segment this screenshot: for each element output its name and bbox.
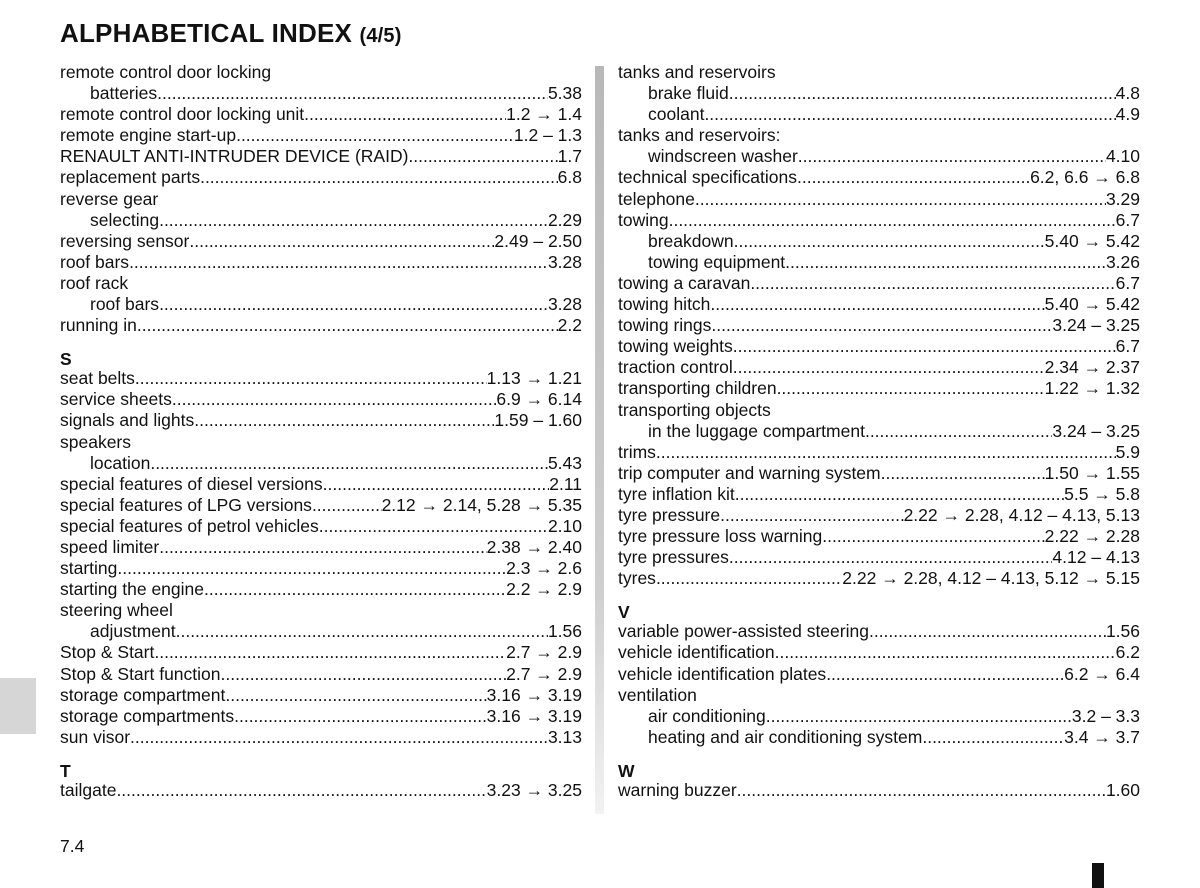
dot-leader: [319, 516, 548, 537]
index-entry: [60, 706, 582, 727]
index-entry: [60, 516, 582, 537]
index-left-column: [60, 62, 582, 801]
page-reference: 1.50 → 1.55: [1044, 462, 1140, 483]
column-divider: [595, 66, 604, 814]
page-reference: 2.2: [557, 315, 582, 336]
index-term: coolant: [648, 104, 705, 125]
index-term: breakdown: [648, 230, 734, 251]
page-reference: 2.22 → 2.28, 4.12 – 4.13, 5.13: [903, 504, 1140, 525]
page-title-part: (4/5): [359, 25, 402, 47]
index-entry: [618, 273, 1140, 294]
index-entry: [60, 558, 582, 579]
page-reference: 1.2 → 1.4: [506, 104, 582, 125]
page-reference: 3.28: [547, 251, 582, 272]
page-reference: 6.7: [1115, 336, 1140, 357]
index-term: location: [90, 452, 151, 473]
dot-leader: [157, 83, 548, 104]
index-parent-term: speakers: [60, 431, 132, 452]
page-reference: 4.8: [1115, 83, 1140, 104]
index-entry: [618, 442, 1140, 463]
dot-leader: [729, 83, 1116, 104]
index-sub-entry: [60, 453, 582, 474]
page-reference: 2.11: [549, 473, 582, 494]
section-tab-marker: [0, 678, 36, 734]
index-entry: [618, 189, 1140, 210]
index-parent-term: roof rack: [60, 272, 129, 293]
dot-leader: [704, 104, 1115, 125]
page-reference: 1.2 – 1.3: [513, 125, 582, 146]
dot-leader: [129, 252, 548, 273]
dot-leader: [750, 273, 1115, 294]
index-entry: [60, 368, 582, 389]
dot-leader: [159, 537, 486, 558]
index-entry: [618, 336, 1140, 357]
index-term: warning buzzer: [618, 779, 737, 800]
dot-leader: [150, 453, 548, 474]
index-term: tyre pressure loss warning: [618, 526, 823, 547]
page-reference: 4.9: [1115, 104, 1140, 125]
dot-leader: [236, 125, 514, 146]
index-term: towing equipment: [648, 251, 786, 272]
index-term: towing: [618, 209, 669, 230]
index-sub-entry: [60, 294, 582, 315]
index-entry: [618, 378, 1140, 399]
dot-leader: [117, 558, 506, 579]
index-term: special features of LPG versions: [60, 494, 312, 515]
dot-leader: [785, 252, 1106, 273]
index-entry: [618, 294, 1140, 315]
index-term: batteries: [90, 83, 158, 104]
page-reference: 3.26: [1105, 251, 1140, 272]
dot-leader: [130, 727, 548, 748]
dot-leader: [733, 357, 1045, 378]
section-letter-heading: W: [618, 760, 635, 781]
page-reference: 3.2 – 3.3: [1071, 705, 1140, 726]
page-title: [60, 18, 402, 49]
index-term: transporting children: [618, 378, 777, 399]
index-entry: [60, 495, 582, 516]
page-reference: 3.23 → 3.25: [486, 779, 582, 800]
index-term: starting the engine: [60, 579, 204, 600]
index-sub-entry: [60, 210, 582, 231]
dot-leader: [733, 336, 1116, 357]
page-reference: 2.29: [547, 209, 582, 230]
dot-leader: [695, 189, 1106, 210]
index-term: RENAULT ANTI-INTRUDER DEVICE (RAID): [60, 146, 409, 167]
dot-leader: [172, 389, 497, 410]
page-reference: 3.24 – 3.25: [1052, 315, 1140, 336]
index-term: windscreen washer: [648, 146, 798, 167]
dot-leader: [869, 621, 1106, 642]
index-term: vehicle identification plates: [618, 663, 827, 684]
dot-leader: [323, 474, 550, 495]
dot-leader: [656, 442, 1116, 463]
index-entry: [60, 146, 582, 167]
index-entry: [60, 579, 582, 600]
dot-leader: [735, 484, 1064, 505]
dot-leader: [221, 664, 507, 685]
page-reference: 2.22 → 2.28: [1044, 526, 1140, 547]
dot-leader: [777, 378, 1045, 399]
page-reference: 2.49 – 2.50: [494, 230, 582, 251]
index-sub-entry: [618, 252, 1140, 273]
dot-leader: [865, 421, 1052, 442]
index-term: heating and air conditioning system: [648, 726, 923, 747]
index-term: selecting: [90, 209, 160, 230]
index-term: reversing sensor: [60, 230, 190, 251]
index-parent-term: reverse gear: [60, 188, 159, 209]
index-entry: [60, 167, 582, 188]
page-reference: 4.12 – 4.13: [1052, 547, 1140, 568]
index-entry: [618, 621, 1140, 642]
index-sub-entry: [60, 621, 582, 642]
index-entry: [618, 357, 1140, 378]
page-reference: 5.43: [547, 452, 582, 473]
page-reference: 5.9: [1115, 441, 1140, 462]
dot-leader: [720, 505, 903, 526]
page-reference: 3.4 → 3.7: [1064, 726, 1140, 747]
index-entry: [60, 685, 582, 706]
page-reference: 2.3 → 2.6: [506, 558, 582, 579]
page-reference: 1.59 – 1.60: [494, 410, 582, 431]
index-term: seat belts: [60, 368, 135, 389]
index-sub-entry: [618, 727, 1140, 748]
index-term: towing rings: [618, 315, 712, 336]
dot-leader: [312, 495, 382, 516]
page-reference: 3.28: [547, 294, 582, 315]
index-entry: [60, 389, 582, 410]
page-reference: 5.38: [547, 83, 582, 104]
section-letter-heading: S: [60, 349, 72, 370]
page-reference: 2.34 → 2.37: [1044, 357, 1140, 378]
index-entry: [60, 252, 582, 273]
page-reference: 3.24 – 3.25: [1052, 420, 1140, 441]
dot-leader: [204, 579, 506, 600]
dot-leader: [766, 706, 1072, 727]
index-term: towing weights: [618, 336, 733, 357]
index-entry: [618, 484, 1140, 505]
dot-leader: [826, 664, 1064, 685]
index-entry: [60, 474, 582, 495]
index-term: Stop & Start function: [60, 663, 221, 684]
index-term: air conditioning: [648, 705, 766, 726]
dot-leader: [189, 231, 494, 252]
index-term: storage compartment: [60, 684, 226, 705]
dot-leader: [798, 146, 1106, 167]
index-parent-term: transporting objects: [618, 399, 771, 420]
page-reference: 6.8: [557, 167, 582, 188]
page-reference: 3.29: [1105, 188, 1140, 209]
index-term: special features of diesel versions: [60, 473, 323, 494]
dot-leader: [176, 621, 548, 642]
index-term: remote engine start-up: [60, 125, 237, 146]
page-reference: 3.16 → 3.19: [486, 684, 582, 705]
index-sub-entry: [618, 421, 1140, 442]
index-sub-entry: [618, 83, 1140, 104]
index-term: brake fluid: [648, 83, 729, 104]
page-reference: 6.2: [1115, 642, 1140, 663]
page-reference: 6.7: [1115, 209, 1140, 230]
index-entry: [60, 780, 582, 801]
page-reference: 5.40 → 5.42: [1044, 230, 1140, 251]
dot-leader: [194, 410, 494, 431]
page-reference: 2.7 → 2.9: [506, 663, 582, 684]
index-term: roof bars: [60, 251, 130, 272]
index-term: telephone: [618, 188, 695, 209]
dot-leader: [922, 727, 1064, 748]
index-parent-term: steering wheel: [60, 600, 173, 621]
index-parent-term: tanks and reservoirs: [618, 62, 776, 82]
index-term: vehicle identification: [618, 642, 775, 663]
index-term: roof bars: [90, 294, 160, 315]
index-sub-entry: [618, 146, 1140, 167]
index-term: in the luggage compartment: [648, 420, 865, 441]
dot-leader: [234, 706, 487, 727]
index-term: trip computer and warning system.: [618, 462, 886, 483]
page-reference: 5.40 → 5.42: [1044, 294, 1140, 315]
page-reference: 5.5 → 5.8: [1064, 483, 1140, 504]
index-term: tyres: [618, 568, 656, 589]
dot-leader: [116, 780, 486, 801]
index-term: special features of petrol vehicles: [60, 515, 319, 536]
index-right-column: [618, 62, 1140, 801]
index-term: tyre pressures: [618, 547, 729, 568]
corner-mark: [1092, 863, 1104, 888]
dot-leader: [729, 547, 1053, 568]
page-reference: 2.38 → 2.40: [486, 536, 582, 557]
index-term: starting: [60, 558, 118, 579]
index-term: tyre pressure: [618, 504, 721, 525]
dot-leader: [225, 685, 486, 706]
page-title-text: ALPHABETICAL INDEX: [60, 18, 353, 48]
index-term: signals and lights: [60, 410, 195, 431]
index-entry: [60, 664, 582, 685]
index-sub-entry: [618, 231, 1140, 252]
index-entry: [618, 315, 1140, 336]
index-entry: [60, 537, 582, 558]
dot-leader: [304, 104, 506, 125]
dot-leader: [159, 294, 548, 315]
page-reference: 1.56: [547, 621, 582, 642]
index-term: variable power-assisted steering: [618, 621, 869, 642]
page-reference: 6.7: [1115, 272, 1140, 293]
index-parent-term: tanks and reservoirs:: [618, 125, 781, 146]
index-term: Stop & Start: [60, 642, 155, 663]
page-reference: 1.60: [1105, 779, 1140, 800]
index-term: towing a caravan: [618, 272, 751, 293]
index-term: tailgate: [60, 779, 117, 800]
index-term: replacement parts: [60, 167, 201, 188]
index-entry: [618, 547, 1140, 568]
index-term: speed limiter: [60, 536, 160, 557]
section-letter-heading: T: [60, 760, 71, 781]
dot-leader: [711, 315, 1052, 336]
index-term: service sheets: [60, 389, 172, 410]
page-number: 7.4: [60, 836, 85, 856]
index-sub-entry: [618, 104, 1140, 125]
index-entry: [618, 526, 1140, 547]
index-entry: [618, 463, 1140, 484]
page-reference: 3.16 → 3.19: [486, 705, 582, 726]
index-entry: [618, 780, 1140, 801]
dot-leader: [797, 167, 1030, 188]
page-reference: 6.2, 6.6 → 6.8: [1030, 167, 1140, 188]
index-entry: [618, 505, 1140, 526]
page-reference: 2.10: [547, 515, 582, 536]
index-term: running in: [60, 315, 137, 336]
dot-leader: [135, 368, 487, 389]
page-reference: 4.10: [1105, 146, 1140, 167]
dot-leader: [737, 780, 1106, 801]
dot-leader: [885, 463, 1044, 484]
dot-leader: [669, 210, 1116, 231]
page-reference: 2.12 → 2.14, 5.28 → 5.35: [381, 494, 582, 515]
index-parent-term: ventilation: [618, 684, 697, 705]
index-term: towing hitch: [618, 294, 711, 315]
index-term: trims: [618, 441, 656, 462]
index-entry: [60, 231, 582, 252]
index-term: adjustment: [90, 621, 176, 642]
index-entry: [618, 167, 1140, 188]
dot-leader: [200, 167, 558, 188]
dot-leader: [408, 146, 557, 167]
index-term: traction control: [618, 357, 733, 378]
section-letter-heading: V: [618, 602, 630, 623]
index-entry: [618, 642, 1140, 663]
dot-leader: [656, 568, 842, 589]
index-term: tyre inflation kit: [618, 483, 735, 504]
index-entry: [60, 727, 582, 748]
index-sub-entry: [618, 706, 1140, 727]
dot-leader: [154, 642, 506, 663]
index-entry: [60, 410, 582, 431]
dot-leader: [775, 642, 1116, 663]
index-entry: [60, 315, 582, 336]
page-reference: 6.9 → 6.14: [496, 389, 582, 410]
page-reference: 2.22 → 2.28, 4.12 – 4.13, 5.12 → 5.15: [842, 568, 1140, 589]
index-entry: [618, 664, 1140, 685]
page-reference: 2.7 → 2.9: [506, 642, 582, 663]
page-reference: 6.2 → 6.4: [1064, 663, 1140, 684]
dot-leader: [159, 210, 548, 231]
index-term: remote control door locking unit: [60, 104, 305, 125]
index-entry: [60, 125, 582, 146]
page-reference: 1.13 → 1.21: [486, 368, 582, 389]
index-term: storage compartments: [60, 705, 235, 726]
index-sub-entry: [60, 83, 582, 104]
page-reference: 1.22 → 1.32: [1044, 378, 1140, 399]
index-term: sun visor: [60, 726, 131, 747]
page-reference: 3.13: [547, 726, 582, 747]
dot-leader: [734, 231, 1045, 252]
index-entry: [618, 210, 1140, 231]
index-term: technical specifications: [618, 167, 797, 188]
index-entry: [618, 568, 1140, 589]
page-reference: 2.2 → 2.9: [506, 579, 582, 600]
page-reference: 1.56: [1105, 621, 1140, 642]
page-reference: 1.7: [557, 146, 582, 167]
dot-leader: [710, 294, 1044, 315]
index-entry: [60, 104, 582, 125]
dot-leader: [822, 526, 1044, 547]
index-parent-term: remote control door locking: [60, 62, 272, 82]
dot-leader: [137, 315, 558, 336]
index-entry: [60, 642, 582, 663]
